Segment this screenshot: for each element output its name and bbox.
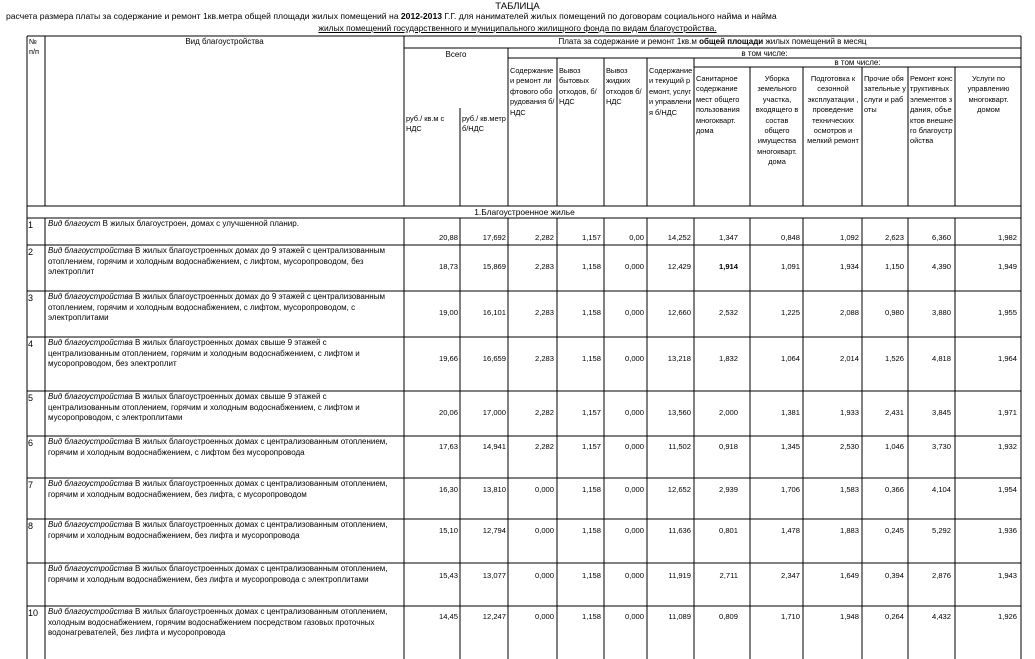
row-value: 1,948 [839,612,859,621]
row-value: 2,282 [534,233,554,242]
row-value: 4,818 [931,354,951,363]
header-pay [405,37,1020,47]
row-value: 1,926 [997,612,1017,621]
row-number: 5 [28,393,34,403]
row-value: 1,157 [581,233,601,242]
row-value: 15,869 [482,262,506,271]
row-value: 1,954 [997,485,1017,494]
row-value: 0,918 [718,442,738,451]
row-value: 1,345 [780,442,800,451]
row-lead: Вид благоустройства [48,520,133,529]
row-value: 13,810 [482,485,506,494]
row-description [48,479,400,500]
header-rub-wo: руб./ кв.метр б/НДС [462,114,506,134]
row-value: 0,00 [629,233,644,242]
row-value: 3,845 [931,408,951,417]
row-value: 14,941 [482,442,506,451]
header-mgmt: Услуги по управлению многокварт. домом [967,74,1010,115]
row-value: 1,943 [997,571,1017,580]
row-value: 12,660 [667,308,691,317]
doc-subtitle-line2: жилых помещений государственного и муниципального жилищного фонда по видам благоустройства. [318,23,717,33]
row-value: 2,939 [718,485,738,494]
row-value: 1,964 [997,354,1017,363]
row-text: В жилых благоустроенных домах до 9 этажей с централизованным отоплением, горячим и холодным водоснабжением, с лифтом, мусоропроводом, с электроплитами [48,292,385,323]
row-value: 18,73 [438,262,458,271]
row-number: 1 [28,220,34,230]
row-value: 11,089 [668,612,691,621]
row-value: 1,526 [884,354,904,363]
row-value: 1,347 [718,233,738,242]
row-value: 2,088 [839,308,859,317]
subtitle-years: 2012-2013 [400,11,443,21]
row-value: 2,530 [839,442,859,451]
row-value: 19,66 [438,354,458,363]
row-value: 0,000 [624,526,644,535]
row-number: 4 [28,339,34,349]
row-text: В жилых благоустроенных домах с централизованным отоплением, горячим и холодным водоснабжением, с лифтом без мусоропровода [48,437,388,457]
row-value: 1,936 [997,526,1017,535]
row-value: 1,157 [581,408,601,417]
row-value: 1,158 [581,354,601,363]
row-lead: Вид благоустройства [48,607,133,616]
header-pay-c: жилых помещений в месяц [763,37,867,46]
header-num: № п/п [29,37,40,57]
row-description [48,219,400,230]
doc-heading: ТАБЛИЦА [495,1,540,12]
row-value: 0,848 [780,233,800,242]
header-pay-a: Плата за содержание и ремонт 1кв.м [558,37,700,46]
header-waste: Вывоз бытовых отходов, б/ НДС [559,66,597,107]
row-value: 11,636 [668,526,691,535]
row-value: 1,583 [839,485,859,494]
row-value: 1,046 [884,442,904,451]
row-value: 0,000 [624,354,644,363]
row-value: 13,218 [667,354,691,363]
row-value: 16,101 [482,308,506,317]
row-value: 1,832 [718,354,738,363]
header-sanit: Санитарное содержание мест общего пользования многокварт. дома [696,74,740,136]
row-value: 1,933 [839,408,859,417]
header-rub-m: руб./ кв.м с НДС [406,114,445,134]
row-text: В жилых благоустроенных домах с централизованным отоплением, холодным водоснабжением, горячим водоснабжением посредством газовых проточных водонагревателей, без лифта и мусоропровода [48,607,388,638]
row-value: 0,000 [624,485,644,494]
header-liquid: Вывоз жидких отходов б/НДС [606,66,642,107]
row-value: 1,158 [581,612,601,621]
row-value: 4,390 [931,262,951,271]
row-value: 13,077 [482,571,506,580]
row-lead: Вид благоустройства [48,392,133,401]
row-value: 0,000 [624,308,644,317]
row-value: 1,710 [780,612,800,621]
header-other: Прочие обязательные услуги и работы [864,74,906,115]
row-value: 0,000 [534,526,554,535]
row-lead: Вид благоустройства [48,338,133,347]
row-value: 2,282 [534,442,554,451]
header-clean: Уборка земельного участка, входящего в состав общего имущества многокварт. дома [755,74,799,167]
row-text: В жилых благоустроенных домах с централизованным отоплением, горячим и холодным водоснабжением, без лифта и мусоропровода [48,520,388,540]
row-value: 1,158 [581,485,601,494]
header-maint: Содержание и текущий ремонт, услуги управления б/НДС [649,66,693,117]
row-value: 1,971 [997,408,1017,417]
row-value: 0,000 [534,612,554,621]
row-number: 8 [28,521,34,531]
row-lead: Вид благоустройства [48,479,133,488]
row-lead: Вид благоустройства [48,564,133,573]
row-value: 17,000 [482,408,506,417]
row-value: 0,000 [534,485,554,494]
row-description [48,392,400,424]
row-value: 1,649 [839,571,859,580]
row-value: 0,264 [884,612,904,621]
row-number: 6 [28,438,34,448]
row-number: 7 [28,480,34,490]
header-type: Вид благоустройства [185,37,264,46]
row-value: 1,955 [997,308,1017,317]
row-value: 15,43 [438,571,458,580]
row-value: 17,63 [438,442,458,451]
row-description [48,607,400,639]
row-value: 2,014 [839,354,859,363]
header-total: Всего [445,50,467,59]
row-value: 20,88 [438,233,458,242]
row-value: 1,150 [884,262,904,271]
row-value: 2,282 [534,408,554,417]
section-title: 1.Благоустроенное жилье [474,207,575,217]
row-value: 2,283 [534,354,554,363]
subtitle-part-a: расчета размера платы за содержание и ремонт 1кв.метра общей площади жилых помещений на [6,11,401,21]
header-incl1: в том числе: [741,49,788,58]
row-value: 12,429 [667,262,691,271]
row-value: 2,347 [780,571,800,580]
row-value: 14,252 [667,233,691,242]
row-lead: Вид благоустройства [48,437,133,446]
row-value: 0,000 [624,442,644,451]
row-text: В жилых благоустроенных домах свыше 9 этажей с централизованным отоплением, горячим и холодным водоснабжением, с лифтом и мусоропроводом, с электроплитами [48,392,360,423]
row-value: 17,692 [482,233,506,242]
row-text: В жилых благоустроенных домах свыше 9 этажей с централизованным отоплением, горячим и холодным водоснабжением, с лифтом и мусоропроводом, без электроплит [48,338,360,369]
row-lead: Вид благоуст [48,219,101,228]
row-text: В жилых благоустроенных домах с централизованным отоплением, горячим и холодным водоснабжением, без лифта и мусоропровода с электроплитами [48,564,388,584]
row-value: 1,092 [839,233,859,242]
row-value: 0,980 [884,308,904,317]
row-value: 0,809 [718,612,738,621]
row-description [48,338,400,370]
row-value: 19,00 [438,308,458,317]
header-repair: Ремонт конструктивных элементов здания, объектов внешнего благоустройства [910,74,953,146]
row-value: 2,000 [718,408,738,417]
row-text: В жилых благоустроенных домах до 9 этажей с централизованным отоплением, горячим и холодным водоснабжением, с лифтом, мусоропроводом, без электроплит [48,246,385,277]
row-value: 2,283 [534,262,554,271]
row-value: 1,158 [581,262,601,271]
row-value: 12,247 [482,612,506,621]
row-value: 0,000 [624,571,644,580]
row-value: 16,30 [438,485,458,494]
header-lift: Содержание и ремонт лифтового оборудования б/НДС [510,66,555,117]
row-value: 0,366 [884,485,904,494]
row-value: 1,883 [839,526,859,535]
row-value: 2,283 [534,308,554,317]
row-value: 1,381 [780,408,800,417]
row-value: 2,532 [718,308,738,317]
row-value: 2,711 [719,571,738,580]
row-value: 1,091 [780,262,800,271]
row-number: 2 [28,247,34,257]
row-number: 3 [28,293,34,303]
row-value: 0,245 [884,526,904,535]
row-value: 2,623 [884,233,904,242]
row-value: 1,914 [718,262,738,271]
row-value: 4,432 [931,612,951,621]
row-value: 1,158 [581,526,601,535]
row-value: 1,064 [780,354,800,363]
row-value: 1,949 [997,262,1017,271]
row-description [48,564,400,585]
row-value: 1,157 [581,442,601,451]
row-value: 1,934 [839,262,859,271]
row-description [48,520,400,541]
row-description [48,246,400,278]
row-description [48,292,400,324]
row-value: 1,706 [780,485,800,494]
row-value: 15,10 [438,526,458,535]
subtitle-part-b: Г.Г. для нанимателей жилых помещений по договорам социального найма и найма [442,11,777,21]
row-value: 0,394 [884,571,904,580]
row-value: 14,45 [438,612,458,621]
row-value: 4,104 [931,485,951,494]
header-incl2: в том числе: [834,58,881,67]
row-value: 0,000 [534,571,554,580]
row-value: 1,982 [997,233,1017,242]
row-value: 1,478 [780,526,800,535]
header-pay-b: общей площади [699,37,764,46]
row-value: 2,876 [931,571,951,580]
row-value: 20,06 [438,408,458,417]
row-value: 1,932 [997,442,1017,451]
row-value: 2,431 [884,408,904,417]
row-text: В жилых благоустроен, домах с улучшенной планир. [100,219,299,228]
row-text: В жилых благоустроенных домах с централизованным отоплением, горячим и холодным водоснабжением, без лифта, с мусоропроводом [48,479,388,499]
row-value: 1,225 [780,308,800,317]
row-value: 11,919 [668,571,691,580]
row-value: 13,560 [667,408,691,417]
header-season: Подготовка к сезонной эксплуатации , проведение технических осмотров и мелкий ремонт [807,74,859,146]
row-value: 6,360 [931,233,951,242]
row-value: 16,659 [482,354,506,363]
row-value: 0,000 [624,262,644,271]
row-value: 5,292 [931,526,951,535]
row-number: 10 [28,608,39,618]
row-value: 0,801 [718,526,738,535]
row-value: 11,502 [668,442,691,451]
row-value: 1,158 [581,308,601,317]
row-value: 1,158 [581,571,601,580]
row-value: 3,880 [931,308,951,317]
row-value: 0,000 [624,612,644,621]
row-value: 3,730 [931,442,951,451]
row-value: 12,652 [667,485,691,494]
row-lead: Вид благоустройства [48,292,133,301]
row-description [48,437,400,458]
row-lead: Вид благоустройства [48,246,133,255]
row-value: 0,000 [624,408,644,417]
row-value: 12,794 [482,526,506,535]
